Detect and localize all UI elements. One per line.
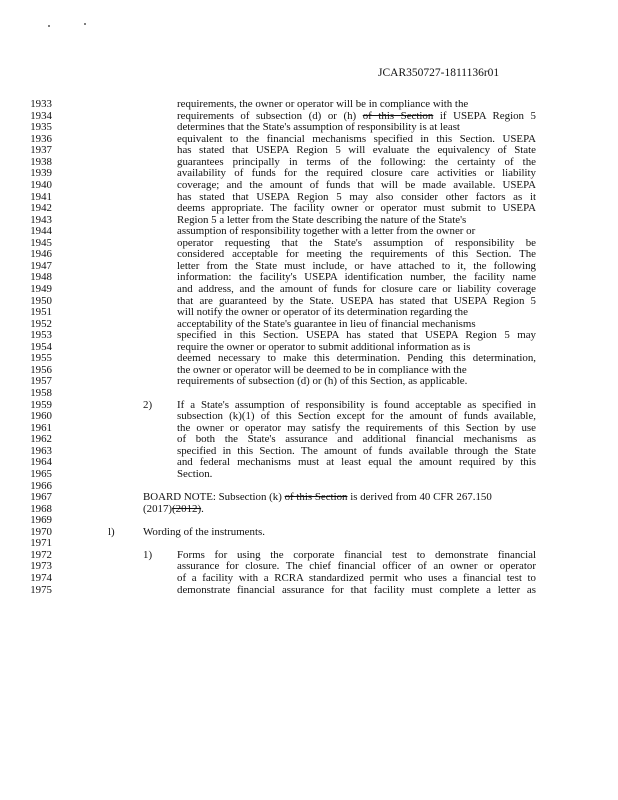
line-number: 1967 [30,491,52,503]
text-segment: and address, and the amount of funds for closure care or liability coverage [177,283,536,295]
text-segment: (2017) [143,502,173,515]
line-text [177,318,476,330]
line-number: 1940 [30,178,52,191]
document-line [0,514,618,526]
line-number: 1935 [30,121,52,134]
document-line [0,329,618,341]
text-segment: considered acceptable for meeting the requirements of this Section. The [177,248,536,261]
line-text [177,456,536,468]
struck-text: of this Section [284,491,348,503]
line-number: 1938 [30,155,52,168]
document-line [0,480,618,492]
text-segment: information: the facility's USEPA identification number, the facility name [177,271,536,284]
line-number: 1964 [30,456,52,469]
document-line [0,167,618,179]
line-number: 1962 [30,433,52,446]
text-segment: coverage; and the amount of funds that will be made available. USEPA [177,178,536,191]
line-number: 1948 [30,271,52,284]
line-text [177,225,475,237]
document-line [0,248,618,260]
text-segment: Section. [177,467,213,480]
line-number: 1942 [30,202,52,214]
text-segment: operator requesting that the State's assumption of responsibility be [177,236,536,249]
document-line [0,133,618,145]
text-segment: letter from the State must include, or have attached to it, the following [177,259,536,272]
line-number: 1955 [30,352,52,365]
line-text [177,468,212,480]
line-number: 1944 [30,225,52,238]
struck-text: of this Section [362,109,434,122]
line-text [143,526,265,538]
line-text [177,549,536,561]
text-segment: requirements, the owner or operator will be in compliance with the [177,98,469,110]
line-text [177,410,536,422]
line-text [177,283,536,295]
line-number: 1968 [30,502,52,515]
document-line [0,560,618,572]
document-line [0,283,618,295]
line-number: 1963 [30,444,52,457]
line-text [177,295,536,307]
line-number: 1975 [30,583,52,596]
line-text [177,110,536,122]
line-number: 1945 [30,236,52,249]
text-segment: If a State's assumption of responsibility is found acceptable as specified in [177,398,536,411]
text-segment: demonstrate financial assurance for that facility must complete a letter as [177,583,536,596]
document-line [0,422,618,434]
line-text [177,341,470,353]
document-line [0,110,618,122]
text-segment: deems appropriate. The facility owner or operator must submit to USEPA [177,202,536,214]
text-segment: assumption of responsibility together with a letter from the owner or [177,225,476,238]
subsection-marker: 1) [143,548,153,561]
line-text [177,121,460,133]
line-text [177,156,536,168]
text-segment: requirements of subsection (d) or (h) [177,109,363,122]
document-line [0,456,618,468]
document-line [0,537,618,549]
line-text [177,179,536,191]
line-number: 1966 [30,479,52,492]
line-text [177,202,536,214]
text-segment: Wording of the instruments. [143,525,265,538]
text-segment: has stated that USEPA Region 5 may also consider other factors as it [177,190,536,203]
line-text [177,329,536,341]
line-number: 1972 [30,548,52,561]
text-segment: BOARD NOTE: Subsection (k) [143,491,285,503]
text-segment: that are guaranteed by the State. USEPA has stated that USEPA Region 5 [177,294,536,307]
document-line [0,549,618,561]
line-number: 1951 [30,306,52,319]
document-id-header: JCAR350727-1811136r01 [378,67,500,79]
line-number: 1934 [30,109,52,122]
line-text [177,98,468,110]
text-segment: of a facility with a RCRA standardized permit who uses a financial test to [177,572,536,584]
text-segment: deemed necessary to make this determination. Pending this determination, [177,352,536,365]
line-number: 1965 [30,467,52,480]
document-line [0,260,618,272]
line-number: 1936 [30,132,52,145]
document-line [0,191,618,203]
text-segment: guarantees principally in terms of the following: the certainty of the [177,155,536,168]
text-segment: require the owner or operator to submit additional information as is [177,340,471,353]
line-number: 1949 [30,283,52,295]
line-text [177,560,536,572]
document-line [0,468,618,480]
line-text [177,445,536,457]
document-line [0,526,618,538]
document-line [0,202,618,214]
line-text [177,433,536,445]
text-segment: the owner or operator may satisfy the requirements of this Section by use [177,421,536,434]
line-text [177,133,536,145]
line-text [177,144,536,156]
document-line [0,387,618,399]
line-text [177,572,536,584]
document-line [0,295,618,307]
document-line [0,121,618,133]
line-number: 1953 [30,329,52,342]
text-segment: of both the State's assurance and additional financial mechanisms as [177,433,536,446]
text-segment: subsection (k)(1) of this Section except for the amount of funds available, [177,410,536,423]
line-text [177,375,467,387]
document-line [0,352,618,364]
document-line [0,572,618,584]
document-line [0,237,618,249]
line-text [177,191,536,203]
line-number: 1961 [30,421,52,434]
text-segment: the owner or operator will be deemed to be in compliance with the [177,363,467,376]
text-segment: Forms for using the corporate financial test to demonstrate financial [177,548,536,561]
line-number: 1971 [30,537,52,550]
text-segment: requirements of subsection (d) or (h) of this Section, as applicable. [177,375,468,388]
text-segment: and federal mechanisms must at least equal the amount required by this [177,456,536,469]
document-line [0,445,618,457]
text-segment: specified in this Section. The amount of funds available through the State [177,444,536,457]
line-number: 1937 [30,144,52,157]
line-number: 1960 [30,410,52,423]
document-line [0,271,618,283]
line-number: 1959 [30,398,52,411]
line-number: 1956 [30,363,52,376]
text-segment: . [201,502,204,515]
line-text [143,491,492,503]
subsection-marker: 2) [143,398,153,411]
line-number: 1933 [30,98,52,110]
line-number: 1973 [30,560,52,573]
subsection-marker: l) [108,525,115,538]
line-number: 1941 [30,190,52,203]
document-line [0,318,618,330]
line-text [177,352,536,364]
line-number: 1952 [30,317,52,330]
document-line [0,491,618,503]
line-text [143,503,204,515]
scan-speck [84,23,86,25]
line-text [177,260,536,272]
document-line [0,410,618,422]
struck-text: (2012) [172,502,202,515]
document-line [0,341,618,353]
text-segment: if USEPA Region 5 [433,109,536,122]
line-text [177,422,536,434]
text-segment: will notify the owner or operator of its determination regarding the [177,306,468,319]
line-text [177,306,468,318]
line-text [177,248,536,260]
line-text [177,167,536,179]
line-number: 1970 [30,525,52,538]
document-line [0,399,618,411]
text-segment: determines that the State's assumption of responsibility is at least [177,121,460,134]
text-segment: acceptability of the State's guarantee in lieu of financial mechanisms [177,317,476,330]
document-line [0,179,618,191]
document-line [0,98,618,110]
text-segment: availability of funds for the required closure care activities or liability [177,167,536,180]
text-segment: is derived from 40 CFR 267.150 [347,491,492,503]
line-number: 1946 [30,248,52,261]
line-number: 1947 [30,259,52,272]
document-line [0,584,618,596]
document-line [0,225,618,237]
document-line [0,156,618,168]
line-number: 1969 [30,514,52,527]
document-line [0,433,618,445]
text-segment: has stated that USEPA Region 5 will evaluate the equivalency of State [177,144,536,157]
line-text [177,237,536,249]
document-line [0,364,618,376]
line-number: 1958 [30,387,52,399]
text-segment: equivalent to the financial mechanisms specified in this Section. USEPA [177,132,536,145]
line-number: 1954 [30,340,52,353]
line-number: 1939 [30,167,52,180]
line-number: 1943 [30,213,52,226]
scan-speck [48,25,50,27]
line-number: 1957 [30,375,52,388]
document-line [0,503,618,515]
line-number: 1950 [30,294,52,307]
line-text [177,364,467,376]
document-line [0,375,618,387]
text-segment: Region 5 a letter from the State describing the nature of the State's [177,213,467,226]
line-text [177,584,536,596]
text-segment: assurance for closure. The chief financial officer of an owner or operator [177,560,536,573]
line-text [177,271,536,283]
document-line [0,306,618,318]
line-number: 1974 [30,572,52,584]
text-segment: specified in this Section. USEPA has stated that USEPA Region 5 may [177,329,536,342]
line-text [177,399,536,411]
line-text [177,214,466,226]
document-line [0,214,618,226]
document-line [0,144,618,156]
